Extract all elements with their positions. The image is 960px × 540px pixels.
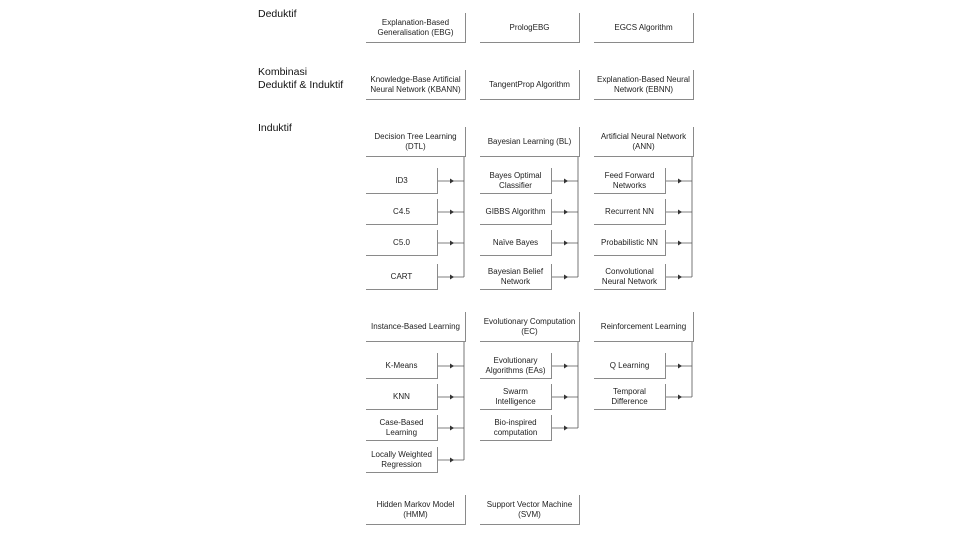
box-feed-forward: Feed Forward Networks [594, 168, 666, 194]
arrow-bl-0 [564, 179, 568, 184]
box-bl: Bayesian Learning (BL) [480, 127, 580, 157]
box-cart: CART [366, 264, 438, 290]
box-cnn: Convolutional Neural Network [594, 264, 666, 290]
arrow-dtl-2 [450, 241, 454, 246]
arrow-ann-3 [678, 275, 682, 280]
section-label-induktif: Induktif [258, 122, 292, 134]
box-dtl: Decision Tree Learning (DTL) [366, 127, 466, 157]
box-rl: Reinforcement Learning [594, 312, 694, 342]
box-ebg: Explanation-Based Generalisation (EBG) [366, 13, 466, 43]
arrow-rl-1 [678, 395, 682, 400]
box-locally-weighted: Locally Weighted Regression [366, 447, 438, 473]
box-recurrent-nn: Recurrent NN [594, 199, 666, 225]
box-egcs: EGCS Algorithm [594, 13, 694, 43]
box-kbann: Knowledge-Base Artificial Neural Network (KBANN) [366, 70, 466, 100]
arrow-bl-3 [564, 275, 568, 280]
arrow-ec-2 [564, 426, 568, 431]
arrow-rl-0 [678, 364, 682, 369]
box-temporal-difference: Temporal Difference [594, 384, 666, 410]
box-gibbs: GIBBS Algorithm [480, 199, 552, 225]
box-case-based: Case-Based Learning [366, 415, 438, 441]
box-knn: KNN [366, 384, 438, 410]
arrow-ibl-0 [450, 364, 454, 369]
box-ann: Artificial Neural Network (ANN) [594, 127, 694, 157]
box-q-learning: Q Learning [594, 353, 666, 379]
arrow-ann-1 [678, 210, 682, 215]
arrow-dtl-1 [450, 210, 454, 215]
arrow-ann-2 [678, 241, 682, 246]
arrow-dtl-3 [450, 275, 454, 280]
box-bio-inspired: Bio-inspired computation [480, 415, 552, 441]
arrow-ec-1 [564, 395, 568, 400]
arrow-dtl-0 [450, 179, 454, 184]
section-label-kombinasi: Kombinasi [258, 66, 308, 78]
section-label-deduktif: Deduktif [258, 8, 297, 20]
box-c45: C4.5 [366, 199, 438, 225]
arrow-ec-0 [564, 364, 568, 369]
box-prolog-ebg: PrologEBG [480, 13, 580, 43]
box-bayes-optimal: Bayes Optimal Classifier [480, 168, 552, 194]
box-evolutionary-algorithms: Evolutionary Algorithms (EAs) [480, 353, 552, 379]
arrow-bl-2 [564, 241, 568, 246]
box-bayesian-belief: Bayesian Belief Network [480, 264, 552, 290]
arrow-ibl-2 [450, 426, 454, 431]
box-id3: ID3 [366, 168, 438, 194]
box-c50: C5.0 [366, 230, 438, 256]
arrow-ibl-3 [450, 458, 454, 463]
arrow-bl-1 [564, 210, 568, 215]
box-ebnn: Explanation-Based Neural Network (EBNN) [594, 70, 694, 100]
arrow-ibl-1 [450, 395, 454, 400]
box-svm: Support Vector Machine (SVM) [480, 495, 580, 525]
box-tangentprop: TangentProp Algorithm [480, 70, 580, 100]
box-probabilistic-nn: Probabilistic NN [594, 230, 666, 256]
section-label-kombinasi-sub: Deduktif & Induktif [258, 79, 344, 91]
box-naive-bayes: Naïve Bayes [480, 230, 552, 256]
box-swarm-intelligence: Swarm Intelligence [480, 384, 552, 410]
box-hmm: Hidden Markov Model (HMM) [366, 495, 466, 525]
box-ibl: Instance-Based Learning [366, 312, 466, 342]
arrow-ann-0 [678, 179, 682, 184]
box-ec: Evolutionary Computation (EC) [480, 312, 580, 342]
box-kmeans: K-Means [366, 353, 438, 379]
